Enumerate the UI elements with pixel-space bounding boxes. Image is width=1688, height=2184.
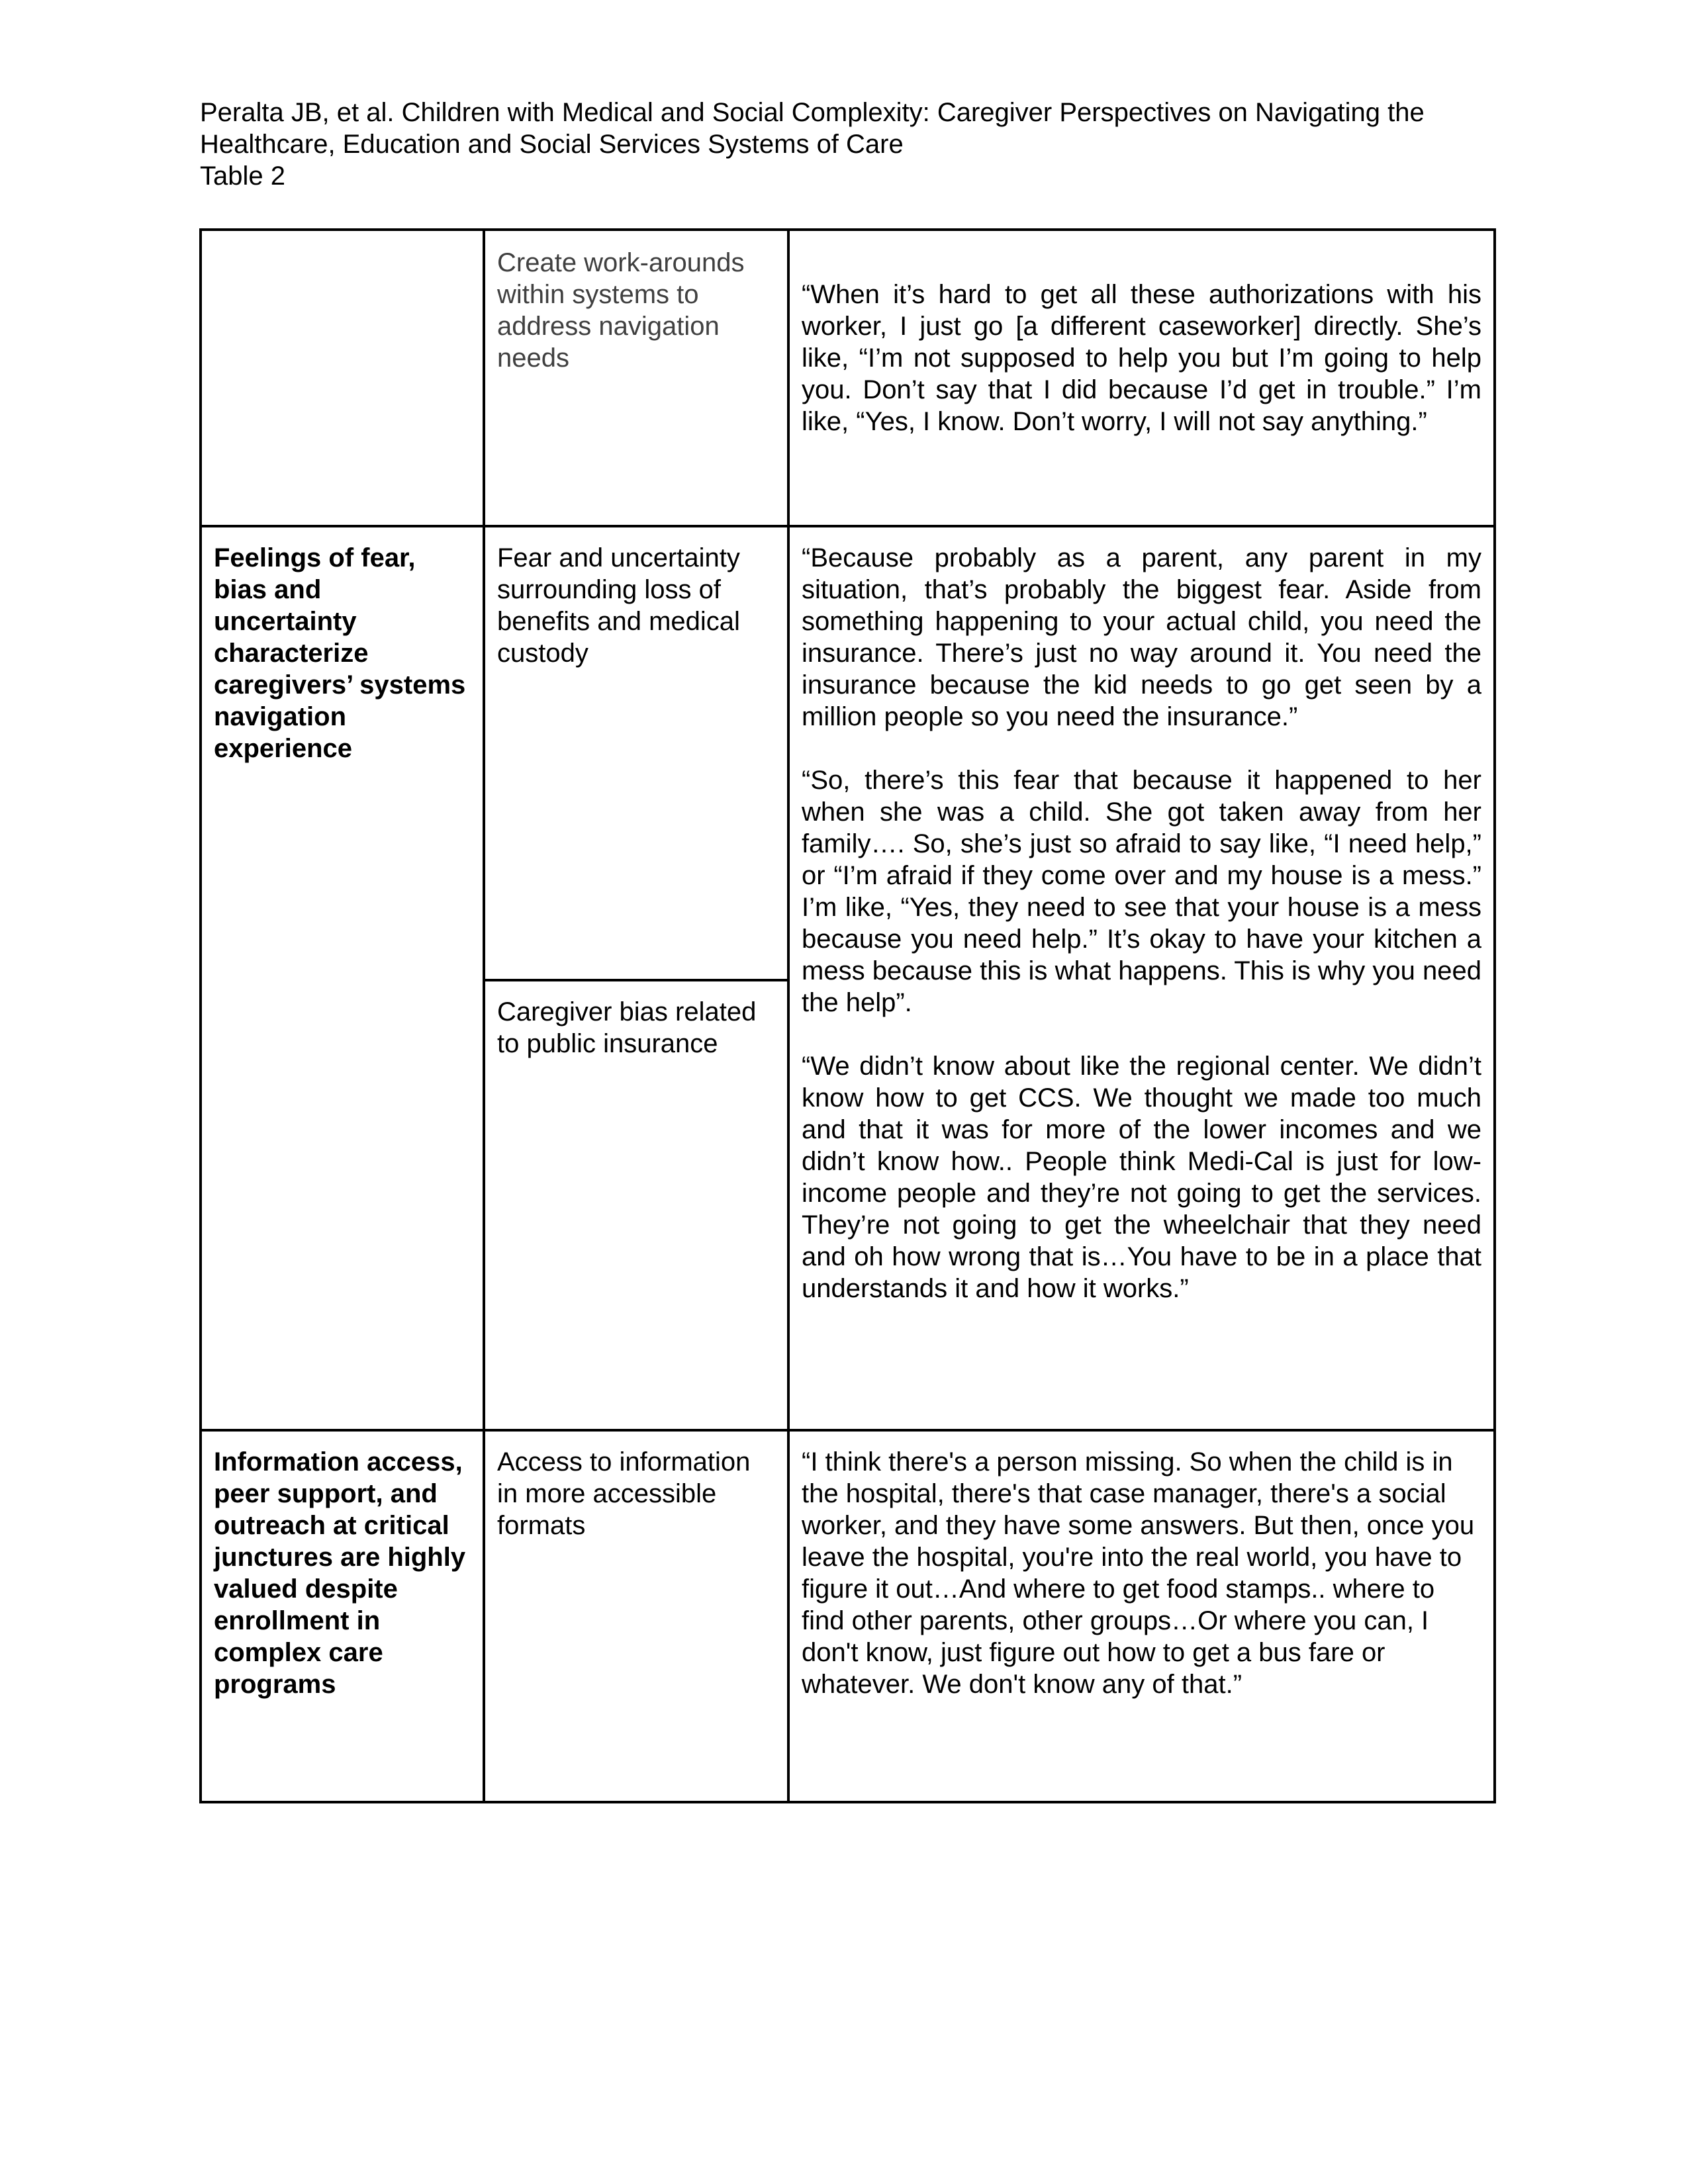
table-row (201, 1430, 1495, 1802)
quote-text: “I think there's a person missing. So when the child is in the hospital, there's that case manager, there's a social worker, and they have some answers. But then, once you leave the hospital, you're into the real world, you have to figure it out…And where to get food stamps.. where to find other parents, other groups…Or where you can, I don't know, just figure out how to get a bus fare or whatever. We don't know any of that.” (802, 1447, 1475, 1699)
quote-text: “Because probably as a parent, any parent in my situation, that’s probably the biggest fear. Aside from something happening to your actual child, you need the insurance. There’s just no way around it. You need the insurance because the kid needs to go get seen by a million people so you need the insurance.” (802, 543, 1481, 731)
page-header (200, 97, 1497, 192)
header-table-label: Table 2 (200, 161, 285, 191)
quote-text: “We didn’t know about like the regional center. We didn’t know how to get CCS. We thought we made too much and that it was for more of the lower incomes and we didn’t know how.. People think Medi-Cal is just for low-income people and they’re not going to get the services. They’re not going to get the wheelchair that they need and oh how wrong that is…You have to be in a place that understands it and how it works.” (802, 1052, 1481, 1303)
quote-text: “When it’s hard to get all these authorizations with his worker, I just go [a different caseworker] directly. She’s like, “I’m not supposed to help you but I’m going to help you. Don’t say that I did because I’d get in trouble.” I’m like, “Yes, I know. Don’t worry, I will not say anything.” (802, 280, 1481, 436)
subtheme-cell: Access to information in more accessible formats (484, 1430, 788, 1802)
table-row (201, 230, 1495, 526)
subtheme-cell: Fear and uncertainty surrounding loss of benefits and medical custody (484, 526, 788, 980)
quote-cell (788, 526, 1495, 1430)
theme-cell: Information access, peer support, and outreach at critical junctures are highly valued despite enrollment in complex care programs (201, 1430, 484, 1802)
quote-text: “So, there’s this fear that because it happened to her when she was a child. She got taken away from her family…. So, she’s just so afraid to say like, “I need help,” or “I’m afraid if they come over and my house is a mess.” I’m like, “Yes, they need to see that your house is a mess because you need help.” It’s okay to have your kitchen a mess because this is what happens. This is why you need the help”. (802, 766, 1481, 1017)
theme-cell (201, 230, 484, 526)
header-citation-line-1: Peralta JB, et al. Children with Medical and Social Complexity: Caregiver Perspectives on Navigating the (200, 98, 1425, 127)
subtheme-cell: Caregiver bias related to public insurance (484, 980, 788, 1430)
table-row (201, 526, 1495, 980)
header-citation-line-2: Healthcare, Education and Social Services Systems of Care (200, 130, 904, 159)
quote-cell (788, 1430, 1495, 1802)
theme-cell: Feelings of fear, bias and uncertainty characterize caregivers’ systems navigation experience (201, 526, 484, 1430)
themes-table (199, 228, 1496, 1803)
subtheme-cell: Create work-arounds within systems to address navigation needs (484, 230, 788, 526)
quote-cell (788, 230, 1495, 526)
